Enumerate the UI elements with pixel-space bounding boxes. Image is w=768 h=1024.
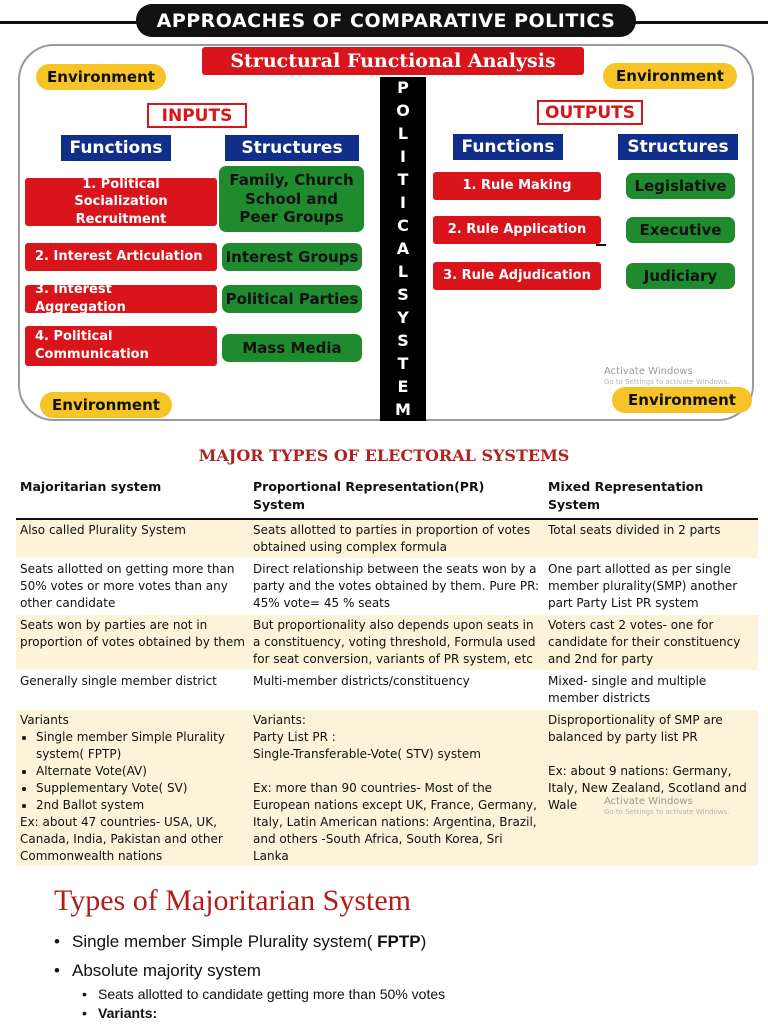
outputs-functions-header: Functions <box>453 134 563 160</box>
political-system-letter: P <box>397 78 409 97</box>
political-system-letter: T <box>397 170 409 189</box>
table-cell: One part allotted as per single member plurality(SMP) another part Party List PR system <box>544 558 758 614</box>
dash-mark <box>596 244 606 246</box>
political-system-letter: I <box>400 147 406 166</box>
political-system-letter: O <box>396 101 410 120</box>
header-majoritarian: Majoritarian system <box>16 474 249 519</box>
activate-windows-watermark-2 <box>604 796 729 816</box>
watermark-line1: Activate Windows <box>604 796 693 807</box>
output-function-1: 1. Rule Making <box>433 172 601 200</box>
political-system-letter: S <box>397 331 409 350</box>
banner-rule-right <box>632 21 768 24</box>
table-cell: Mixed- single and multiple member districts <box>544 670 758 709</box>
diagram-title: Structural Functional Analysis <box>202 47 584 75</box>
list-item: • Single member Simple Plurality system( FPTP) <box>36 729 245 763</box>
pr-example: Ex: more than 90 countries- Most of the European nations except UK, France, Germany, Italy, Latin American nations: Argentina, Brazil, and others -South Africa, South Korea, Sri Lanka <box>253 780 537 864</box>
mixed-line: Disproportionality of SMP are balanced by party list PR <box>548 712 723 744</box>
environment-bottom-left: Environment <box>40 392 172 418</box>
pr-variants-line: Single-Transferable-Vote( STV) system <box>253 746 481 761</box>
bullet-absolute-majority: • Absolute majority system <box>54 961 261 980</box>
majoritarian-variants-cell <box>16 709 249 867</box>
input-structure-2: Interest Groups <box>222 243 362 271</box>
watermark-line1: Activate Windows <box>604 366 693 377</box>
output-structure-1: Legislative <box>626 173 735 199</box>
output-structure-3: Judiciary <box>626 263 735 289</box>
outputs-structures-header: Structures <box>618 134 738 160</box>
table-row <box>16 614 758 670</box>
output-function-3: 3. Rule Adjudication <box>433 262 601 290</box>
watermark-line2: Go to Settings to activate Windows. <box>604 378 730 386</box>
table-cell: Also called Plurality System <box>16 519 249 559</box>
table-cell: Generally single member district <box>16 670 249 709</box>
sub-bullet-variants: • Variants: <box>82 1005 158 1021</box>
output-function-2: 2. Rule Application <box>433 216 601 244</box>
list-item: • Alternate Vote(AV) <box>36 763 245 780</box>
table-row-variants <box>16 709 758 867</box>
political-system-letter: M <box>395 400 411 419</box>
banner-title: APPROACHES OF COMPARATIVE POLITICS <box>136 4 636 37</box>
list-item: • Supplementary Vote( SV) <box>36 780 245 797</box>
table-header-row <box>16 474 758 519</box>
majoritarian-types-title: Types of Majoritarian System <box>54 884 411 917</box>
pr-variants-line: Variants: <box>253 712 306 727</box>
environment-bottom-right: Environment <box>612 387 752 413</box>
sub-bullet-text: Seats allotted to candidate getting more than 50% votes <box>98 986 446 1002</box>
input-structure-3: Political Parties <box>222 285 362 313</box>
table-cell: Seats allotted to parties in proportion of votes obtained using complex formula <box>249 519 544 559</box>
electoral-systems-title: MAJOR TYPES OF ELECTORAL SYSTEMS <box>198 446 570 465</box>
activate-windows-watermark-1 <box>604 366 729 386</box>
bullet-text: Single member Simple Plurality system( <box>72 932 378 951</box>
political-system-letter: E <box>397 377 409 396</box>
table-row <box>16 670 758 709</box>
inputs-header: INPUTS <box>147 103 247 128</box>
table-row <box>16 558 758 614</box>
variants-heading: Variants <box>20 712 69 727</box>
input-structure-4: Mass Media <box>222 334 362 362</box>
watermark-line2: Go to Settings to activate Windows. <box>604 808 730 816</box>
table-cell: Seats allotted on getting more than 50% votes or more votes than any other candidate <box>16 558 249 614</box>
header-mixed: Mixed Representation System <box>544 474 758 519</box>
political-system-letter: C <box>397 216 409 235</box>
list-item: • 2nd Ballot system <box>36 797 245 814</box>
inputs-structures-header: Structures <box>225 135 359 161</box>
environment-top-right: Environment <box>603 63 737 89</box>
majoritarian-example: Ex: about 47 countries- USA, UK, Canada, India, Pakistan and other Commonwealth nations <box>20 815 223 864</box>
input-function-4: 4. Political Communication <box>25 326 217 366</box>
title-banner <box>0 0 768 40</box>
input-function-1: 1. Political Socialization Recruitment <box>25 178 217 226</box>
sub-bullet-bold: Variants: <box>98 1005 158 1021</box>
mixed-variants-cell <box>544 709 758 867</box>
header-proportional: Proportional Representation(PR) System <box>249 474 544 519</box>
political-system-letter: Y <box>397 308 409 327</box>
input-function-3: 3. Interest Aggregation <box>25 285 217 313</box>
table-cell: Direct relationship between the seats won by a party and the votes obtained by them. Pure PR: 45% vote= 45 % seats <box>249 558 544 614</box>
table-cell: Seats won by parties are not in proportion of votes obtained by them <box>16 614 249 670</box>
input-structure-1: Family, Church School and Peer Groups <box>219 166 364 232</box>
table-row <box>16 519 758 559</box>
pr-variants-line: Party List PR : <box>253 729 336 744</box>
mixed-example: Ex: about 9 nations: Germany, Italy, New Zealand, Scotland and Wale <box>548 763 747 812</box>
political-system-letter: A <box>396 239 410 258</box>
sub-bullet-seats: • Seats allotted to candidate getting more than 50% votes <box>82 986 446 1002</box>
bullet-text-end: ) <box>420 932 427 951</box>
table-cell: Voters cast 2 votes- one for candidate for their constituency and 2nd for party <box>544 614 758 670</box>
bullet-text: Absolute majority system <box>72 961 261 980</box>
table-cell: Multi-member districts/constituency <box>249 670 544 709</box>
political-system-letter: T <box>397 354 409 373</box>
political-system-letter: L <box>397 262 409 281</box>
outputs-header: OUTPUTS <box>537 100 643 125</box>
political-system-letter: S <box>397 285 409 304</box>
bullet-bold: FPTP <box>377 932 421 951</box>
table-cell: Total seats divided in 2 parts <box>544 519 758 559</box>
pr-variants-cell <box>249 709 544 867</box>
bullet-fptp: • Single member Simple Plurality system( FPTP) <box>54 932 427 951</box>
table-cell: But proportionality also depends upon seats in a constituency, voting threshold, Formula used for seat conversion, variants of PR system, etc <box>249 614 544 670</box>
input-function-2: 2. Interest Articulation <box>25 243 217 271</box>
majoritarian-variants-list <box>20 729 245 814</box>
political-system-letter: I <box>400 193 406 212</box>
political-system-letter: L <box>397 124 409 143</box>
banner-rule-left <box>0 21 140 24</box>
environment-top-left: Environment <box>36 64 166 90</box>
inputs-functions-header: Functions <box>61 135 171 161</box>
political-system-bar <box>380 77 426 421</box>
output-structure-2: Executive <box>626 217 735 243</box>
